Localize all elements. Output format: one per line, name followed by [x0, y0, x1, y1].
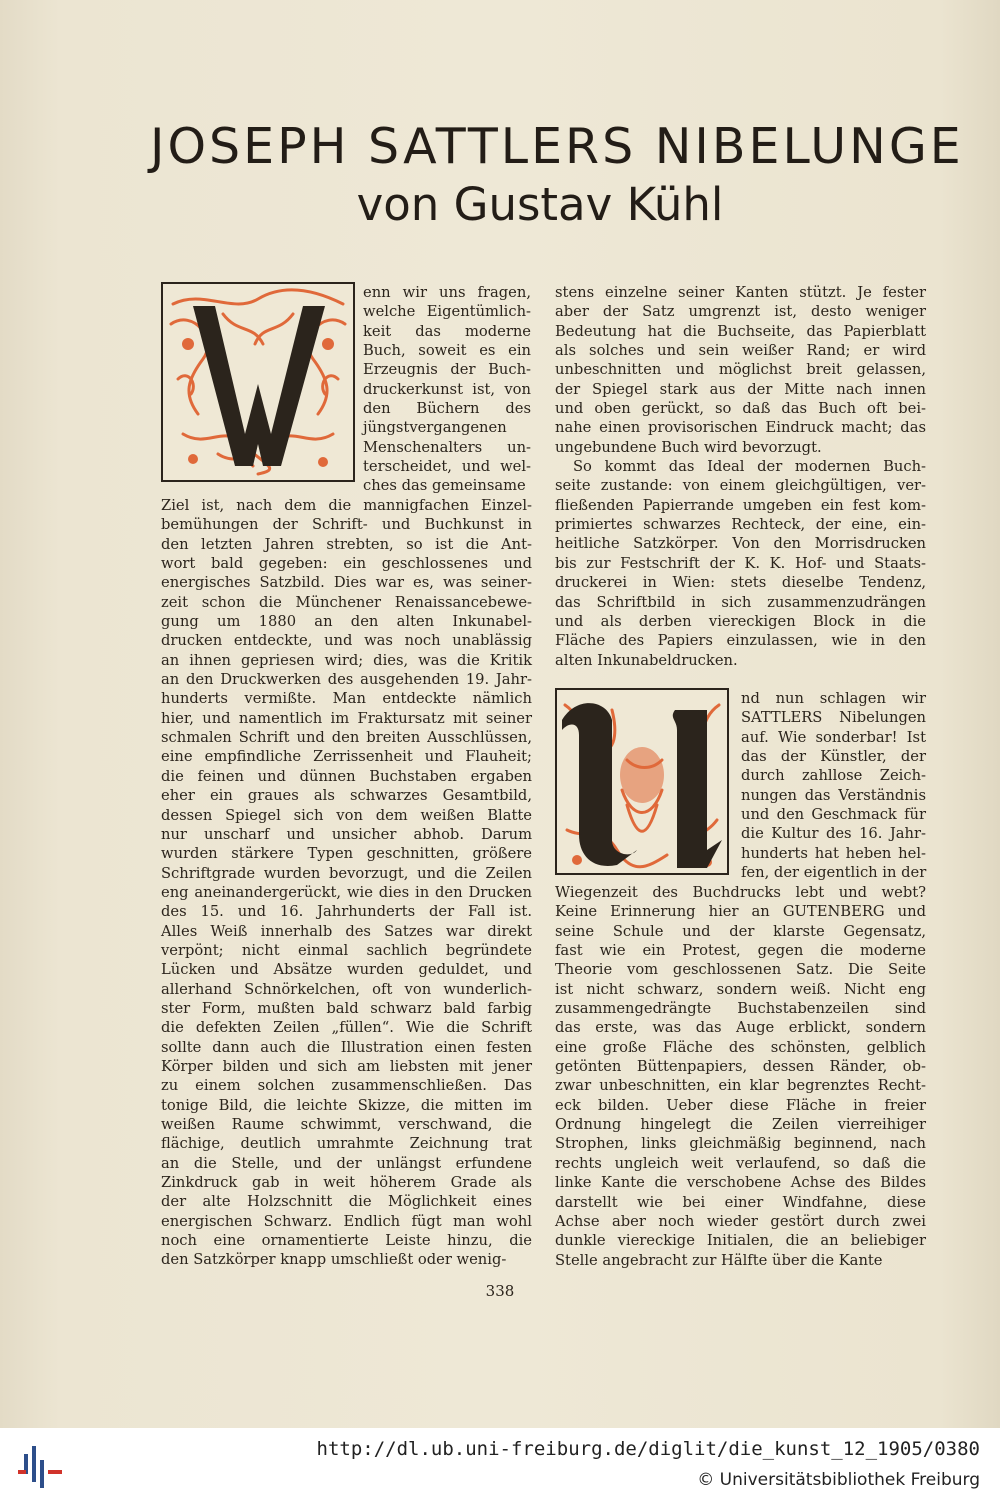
text-line: eng aneinandergerückt, wie dies in den Drucken	[161, 883, 532, 901]
source-url-link[interactable]: http://dl.ub.uni-freiburg.de/diglit/die_kunst_12_1905/0380	[316, 1438, 980, 1460]
text-line: rechts ungleich weit verlaufend, so daß die	[555, 1154, 926, 1172]
text-line: gung um 1880 an den alten Inkunabel-	[161, 613, 532, 631]
text-line: stens einzelne seiner Kanten stützt. Je fester	[555, 284, 926, 301]
text-line: allerhand Schnörkelchen, oft von wunderlich-	[161, 980, 532, 998]
ornament-w-icon	[163, 284, 353, 480]
text-line: und als derben viereckigen Block in die	[555, 612, 926, 630]
text-line: Lücken und Absätze wurden geduldet, und	[161, 961, 532, 979]
text-line: der Spiegel stark aus der Mitte nach innen	[555, 380, 926, 398]
page-number: 338	[485, 1282, 515, 1300]
text-line: fast wie ein Protest, gegen die moderne	[555, 942, 926, 960]
text-line: an ihnen gepriesen wird; dies, was die Kritik	[161, 651, 532, 669]
text-line: die Kultur des 16. Jahr-	[741, 825, 926, 843]
decorated-initial-w	[161, 282, 355, 482]
text-line: Ordnung hingelegt die Zeilen vierreihiger	[555, 1116, 926, 1134]
text-line: auf. Wie sonderbar! Ist	[741, 728, 926, 746]
text-line: und den Geschmack für	[741, 806, 926, 824]
text-line: eher ein graues als schwarzes Gesamtbild,	[161, 787, 532, 805]
text-line: der alte Holzschnitt die Möglichkeit eines	[161, 1193, 532, 1211]
text-line: die defekten Zeilen „füllen“. Wie die Schrift	[161, 1019, 532, 1037]
text-line: Menschenalters un-	[363, 438, 531, 456]
text-line: Keine Erinnerung hier an GUTENBERG und	[555, 903, 926, 921]
text-line: sollte dann auch die Illustration einen festen	[161, 1038, 532, 1056]
text-line: bis zur Festschrift der K. K. Hof- und Staats-	[555, 554, 926, 572]
text-line: druckerei in Wien: stets dieselbe Tendenz,	[555, 574, 926, 592]
text-line: Schriftgrade wurden bevorzugt, und die Zeilen	[161, 864, 532, 882]
column-2-wrap-text	[741, 689, 926, 882]
text-line: noch eine ornamentierte Leiste hinzu, die	[161, 1232, 532, 1250]
text-line: tonige Bild, die leichte Skizze, die mitten im	[161, 1096, 532, 1114]
text-line: das der Künstler, der	[741, 748, 926, 766]
article-author: von Gustav Kühl	[356, 178, 724, 231]
text-line: schmalen Schrift und den breiten Ausschlüssen,	[161, 729, 532, 747]
text-line: dunkle viereckige Initialen, die an beliebiger	[555, 1232, 926, 1250]
text-line: eine empfindliche Zerrissenheit und Flauheit;	[161, 748, 532, 766]
text-line: primiertes schwarzes Rechteck, der eine, ein-	[555, 516, 926, 534]
text-line: getönten Büttenpapiers, dessen Ränder, ob-	[555, 1058, 926, 1076]
text-line: eck bilden. Ueber diese Fläche in freier	[555, 1096, 926, 1114]
text-line: terscheidet, und wel-	[363, 458, 531, 476]
text-line: nahe einen provisorischen Eindruck macht; das	[555, 419, 926, 437]
text-line: ist nicht schwarz, sondern weiß. Nicht eng	[555, 980, 926, 998]
text-line: Bedeutung hat die Buchseite, das Papierblatt	[555, 322, 926, 340]
text-line: bemühungen der Schrift- und Buchkunst in	[161, 516, 532, 534]
text-line: des 15. und 16. Jahrhunderts der Fall ist.	[161, 903, 532, 921]
text-line: Buch, soweit es ein	[363, 342, 531, 360]
text-line: Ziel ist, nach dem die mannigfachen Einzel-	[161, 497, 532, 514]
text-line: druckerkunst ist, von	[363, 380, 531, 398]
text-line: seine Schule und der klarste Gegensatz,	[555, 922, 926, 940]
text-line: wort bald gegeben: ein geschlossenes und	[161, 555, 532, 573]
text-line: fen, der eigentlich in der	[741, 864, 927, 882]
text-line: energischen Schwarz. Endlich fügt man wohl	[161, 1212, 532, 1230]
text-line: keit das moderne	[363, 322, 531, 340]
text-line: als solches und sein weißer Rand; er wird	[555, 342, 926, 360]
column-2-text	[555, 883, 926, 1270]
text-line: drucken entdeckte, und was noch unablässig	[161, 632, 532, 650]
text-line: Strophen, links gleichmäßig beginnend, nach	[555, 1135, 926, 1153]
text-line: SATTLERS Nibelungen	[741, 709, 926, 727]
text-line: zu einem solchen zusammenschließen. Das	[161, 1077, 532, 1095]
text-line: enn wir uns fragen,	[363, 284, 531, 301]
text-line: hunderts vermißte. Man entdeckte nämlich	[161, 690, 532, 708]
text-line: durch zahllose Zeich-	[741, 767, 926, 785]
text-line: ster Form, mußten bald schwarz bald farbig	[161, 999, 532, 1017]
text-line: wurden stärkere Typen geschnitten, größere	[161, 845, 532, 863]
text-line: energisches Satzbild. Dies war es, was seiner-	[161, 574, 532, 592]
text-line: zusammengedrängte Buchstabenzeilen sind	[555, 1000, 926, 1018]
text-line: jüngstvergangenen	[363, 419, 507, 437]
text-line: das erste, was das Auge erblickt, sondern	[555, 1019, 926, 1037]
text-line: Theorie vom geschlossenen Satz. Die Seite	[555, 961, 926, 979]
text-line: und oben gerückt, so daß das Buch oft bei-	[555, 400, 926, 418]
text-line: den Satzkörper knapp umschließt oder wenig-	[161, 1251, 507, 1269]
text-line: den Büchern des	[363, 400, 531, 418]
text-line: ches das gemeinsame	[363, 477, 526, 495]
text-line: nur unscharf und unsicher abhob. Darum	[161, 825, 532, 843]
text-line: Fläche des Papiers einzulassen, wie in den	[555, 632, 926, 650]
text-line: Stelle angebracht zur Hälfte über die Kante	[555, 1251, 883, 1269]
text-line: nungen das Verständnis	[741, 786, 926, 804]
text-line: fließenden Papierrande umgeben ein fest kom-	[555, 496, 926, 514]
text-line: die feinen und dünnen Buchstaben ergaben	[161, 767, 532, 785]
text-line: Achse aber noch wieder gestört durch zwei	[555, 1212, 926, 1230]
copyright-notice: © Universitätsbibliothek Freiburg	[697, 1470, 980, 1490]
text-line: heitliche Satzkörper. Von den Morrisdrucken	[555, 535, 926, 553]
text-line: darstellt wie bei einer Windfahne, diese	[555, 1193, 926, 1211]
text-line: hunderts hat heben hel-	[741, 844, 926, 862]
text-line: den letzten Jahren strebten, so ist die Ant-	[161, 535, 532, 553]
text-line: unbeschnitten und möglichst breit gelassen,	[555, 361, 926, 379]
text-line: dessen Spiegel sich von dem weißen Blatte	[161, 806, 532, 824]
text-line: weißen Raume schwimmt, verschwand, die	[161, 1116, 532, 1133]
text-line: flächige, deutlich umrahmte Zeichnung trat	[161, 1135, 532, 1153]
text-line: Zinkdruck gab in weit höherem Grade als	[161, 1174, 532, 1192]
text-line: zeit schon die Münchener Renaissancebewe-	[161, 593, 532, 611]
text-line: Wiegenzeit des Buchdrucks lebt und webt?	[555, 884, 926, 901]
ornament-u-icon	[557, 690, 727, 873]
text-line: ungebundene Buch wird bevorzugt.	[555, 438, 822, 456]
decorated-initial-u	[555, 688, 729, 875]
text-line: zwar unbeschnitten, ein klar begrenztes Recht-	[555, 1077, 926, 1095]
text-line: an die Stelle, und der unlängst erfundene	[161, 1154, 532, 1172]
text-line: aber der Satz umgrenzt ist, desto weniger	[555, 303, 926, 321]
text-line: seite zustande: von einem gleichgültigen, ver-	[555, 477, 926, 495]
text-line: Alles Weiß innerhalb des Satzes war direkt	[161, 922, 532, 940]
text-line: an den Druckwerken des ausgehenden 19. Jahr-	[161, 671, 532, 689]
text-line: linke Kante die verschobene Achse des Bildes	[555, 1174, 926, 1192]
column-1-wrap-text	[363, 283, 531, 496]
text-line: eine große Fläche des schönsten, gelblich	[555, 1038, 926, 1056]
column-1-text	[161, 496, 532, 1270]
text-line: alten Inkunabeldrucken.	[555, 651, 738, 669]
text-line: das Schriftbild in sich zusammenzudrängen	[555, 593, 926, 611]
article-title: JOSEPH SATTLERS NIBELUNGE	[150, 118, 964, 175]
text-line: hier, und namentlich im Fraktursatz mit seiner	[161, 709, 532, 727]
text-line: nd nun schlagen wir	[741, 690, 926, 707]
library-logo-icon	[18, 1440, 64, 1488]
text-line: So kommt das Ideal der modernen Buch-	[573, 458, 926, 476]
column-2-top-text	[555, 283, 926, 670]
text-line: Erzeugnis der Buch-	[363, 361, 531, 379]
text-line: verpönt; nicht einmal sachlich begründete	[161, 941, 532, 959]
text-line: welche Eigentümlich-	[363, 303, 531, 321]
footer-bar	[0, 1428, 1000, 1499]
text-line: Körper bilden und sich am liebsten mit jener	[161, 1057, 532, 1075]
